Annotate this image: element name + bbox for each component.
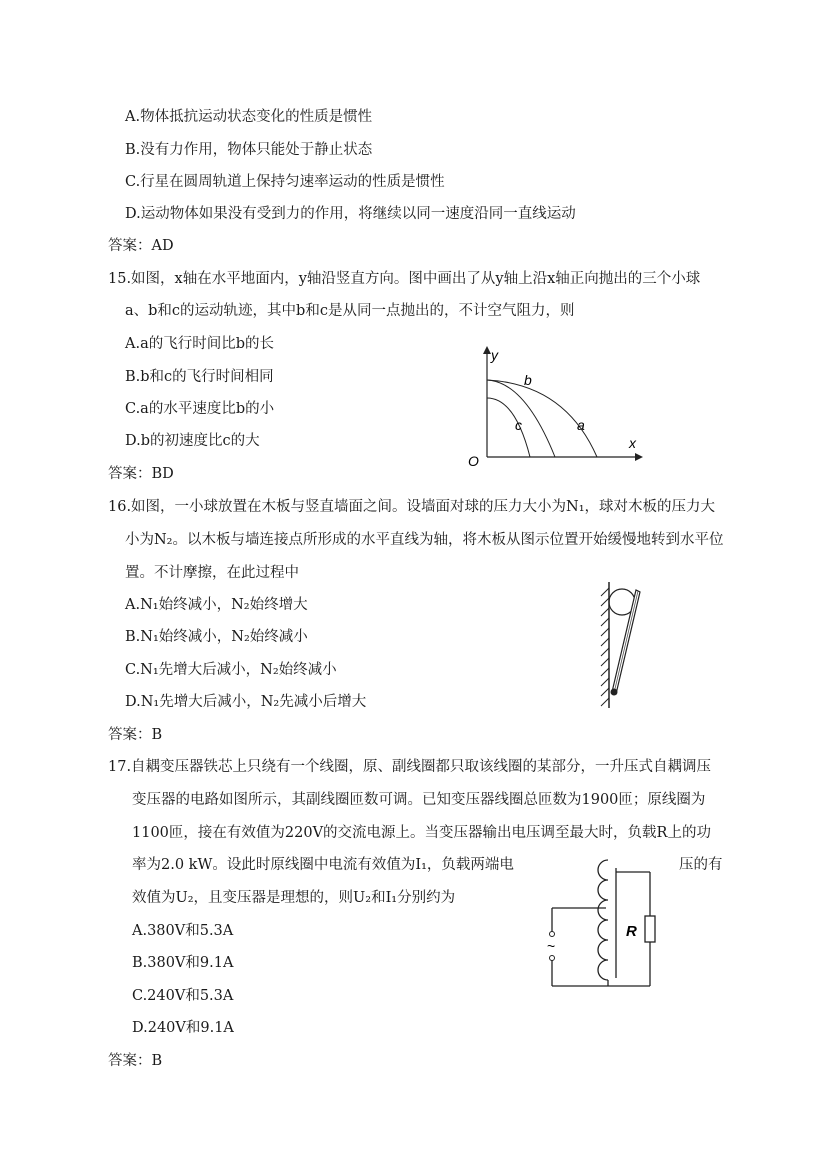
q15-option-b: B.b和c的飞行时间相同: [125, 369, 274, 385]
x-axis-arrow: [635, 453, 643, 461]
q17-stem-line-5: 效值为U₂，且变压器是理想的，则U₂和I₁分别约为: [132, 890, 456, 906]
q16-stem-line-2: 小为N₂。以木板与墙连接点所形成的水平直线为轴，将木板从图示位置开始缓慢地转到水平位: [125, 532, 724, 548]
q15-option-c: C.a的水平速度比b的小: [125, 401, 275, 417]
terminal-bottom: [550, 956, 555, 961]
hinge: [611, 689, 618, 696]
q15-answer: 答案：BD: [108, 466, 174, 482]
trajectory-c: [487, 398, 530, 457]
q17-option-d: D.240V和9.1A: [132, 1020, 234, 1036]
q15-stem-line-1: 15.如图，x轴在水平地面内，y轴沿竖直方向。图中画出了从y轴上沿x轴正向抛出的三个小球: [108, 271, 701, 287]
q15-option-d: D.b的初速度比c的大: [125, 433, 260, 449]
coil: [598, 860, 608, 980]
curve-c-label: c: [515, 417, 522, 433]
q17-option-c: C.240V和5.3A: [132, 988, 234, 1004]
q14-option-d: D.运动物体如果没有受到力的作用，将继续以同一速度沿同一直线运动: [125, 206, 576, 222]
ac-source-symbol: ~: [547, 938, 556, 954]
q16-answer: 答案：B: [108, 727, 163, 743]
q17-stem-line-4-tail: 压的有: [679, 857, 723, 873]
terminal-top: [550, 932, 555, 937]
q16-option-d: D.N₁先增大后减小，N₂先减小后增大: [125, 694, 367, 710]
q16-stem-line-1: 16.如图，一小球放置在木板与竖直墙面之间。设墙面对球的压力大小为N₁，球对木板的压力大: [108, 499, 716, 515]
q17-stem-line-3: 1100匝，接在有效值为220V的交流电源上。当变压器输出电压调至最大时，负载R上的功: [132, 825, 711, 841]
q14-option-c: C.行星在圆周轨道上保持匀速率运动的性质是惯性: [125, 174, 445, 190]
q16-option-b: B.N₁始终减小，N₂始终减小: [125, 629, 308, 645]
q15-stem-line-2: a、b和c的运动轨迹，其中b和c是从同一点抛出的，不计空气阻力，则: [125, 303, 575, 319]
origin-label: O: [468, 453, 479, 469]
q17-stem-line-2: 变压器的电路如图所示，其副线圈匝数可调。已知变压器线圈总匝数为1900匝；原线圈为: [132, 792, 706, 808]
x-axis-label: x: [629, 435, 636, 451]
wall-hatching: [601, 588, 609, 706]
q15-projectile-figure: [455, 340, 645, 470]
q17-transformer-circuit: [540, 852, 670, 992]
y-axis-arrow: [483, 346, 491, 354]
q17-answer: 答案：B: [108, 1053, 163, 1069]
curve-a-label: a: [577, 417, 585, 433]
q17-stem-line-4: 率为2.0 kW。设此时原线圈中电流有效值为I₁，负载两端电: [132, 857, 514, 873]
q16-option-c: C.N₁先增大后减小，N₂始终减小: [125, 662, 337, 678]
q16-ball-board-figure: [596, 578, 646, 713]
q16-option-a: A.N₁始终减小，N₂始终增大: [125, 597, 308, 613]
q17-option-a: A.380V和5.3A: [132, 923, 234, 939]
q16-stem-line-3: 置。不计摩擦，在此过程中: [125, 565, 299, 581]
q14-option-a: A.物体抵抗运动状态变化的性质是惯性: [125, 109, 373, 125]
resistor-label: R: [626, 923, 637, 940]
resistor: [645, 916, 655, 942]
q15-option-a: A.a的飞行时间比b的长: [125, 336, 275, 352]
curve-b-label: b: [524, 372, 532, 388]
q14-answer: 答案：AD: [108, 238, 174, 254]
y-axis-label: y: [491, 347, 498, 363]
q17-stem-line-1: 17.自耦变压器铁芯上只绕有一个线圈，原、副线圈都只取该线圈的某部分，一升压式自耦调压: [108, 759, 712, 775]
q14-option-b: B.没有力作用，物体只能处于静止状态: [125, 142, 373, 158]
q17-option-b: B.380V和9.1A: [132, 955, 234, 971]
board-inner-line: [614, 591, 638, 693]
